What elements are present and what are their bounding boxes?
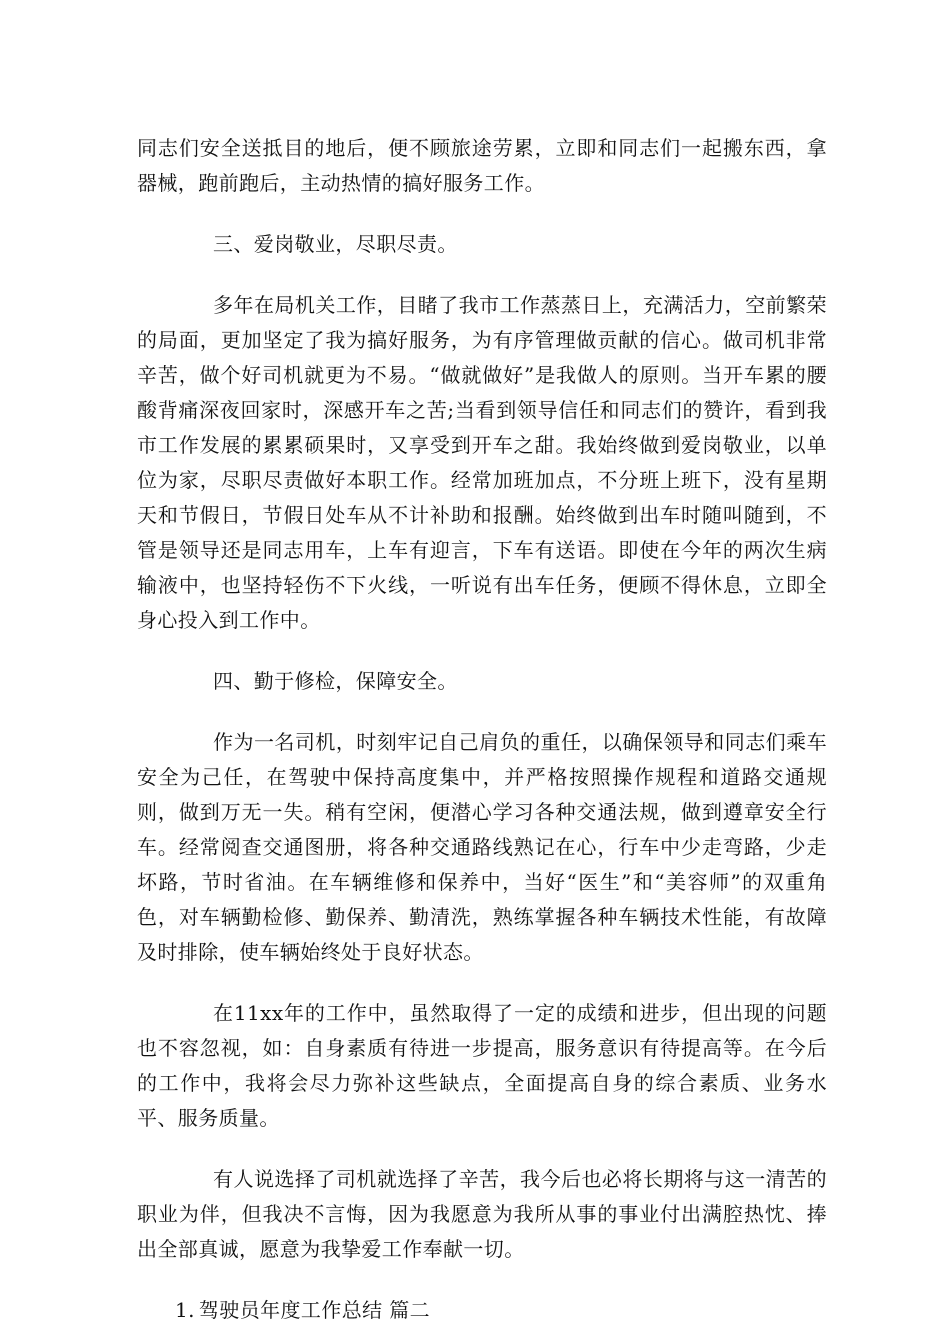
list-item-number: 1. bbox=[175, 1298, 195, 1322]
document-body bbox=[137, 131, 827, 1328]
list-item-title bbox=[175, 1293, 827, 1328]
section-heading-3: 三、爱岗敬业，尽职尽责。 bbox=[213, 232, 458, 256]
paragraph-dedication: 多年在局机关工作，目睹了我市工作蒸蒸日上，充满活力，空前繁荣的局面，更加坚定了我为搞好服务，为有序管理做贡献的信心。做司机非常辛苦，做个好司机就更为不易。“做就做好”是我做人的原则。当开车累的腰酸背痛深夜回家时，深感开车之苦;当看到领导信任和同志们的赞许，看到我市工作发展的累累硕果时，又享受到开车之甜。我始终做到爱岗敬业，以单位为家，尽职尽责做好本职工作。经常加班加点，不分班上班下，没有星期天和节假日，节假日处车从不计补助和报酬。始终做到出车时随叫随到，不管是领导还是同志用车，上车有迎言，下车有送语。即使在今年的两次生病输液中，也坚持轻伤不下火线，一听说有出车任务，便顾不得休息，立即全身心投入到工作中。 bbox=[137, 293, 827, 632]
paragraph-continuation: 同志们安全送抵目的地后，便不顾旅途劳累，立即和同志们一起搬东西，拿器械，跑前跑后，主动热情的搞好服务工作。 bbox=[137, 136, 827, 195]
paragraph-safety: 作为一名司机，时刻牢记自己肩负的重任，以确保领导和同志们乘车安全为己任，在驾驶中保持高度集中，并严格按照操作规程和道路交通规则，做到万无一失。稍有空闲，便潜心学习各种交通法规，做到遵章安全行车。经常阅查交通图册，将各种交通路线熟记在心，行车中少走弯路，少走坏路，节时省油。在车辆维修和保养中，当好“医生”和“美容师”的双重角色，对车辆勤检修、勤保养、勤清洗，熟练掌握各种车辆技术性能，有故障及时排除，使车辆始终处于良好状态。 bbox=[137, 730, 827, 964]
section-heading-4: 四、勤于修检，保障安全。 bbox=[213, 669, 458, 693]
paragraph-shortcomings: 在11xx年的工作中，虽然取得了一定的成绩和进步，但出现的问题也不容忽视，如：自身素质有待进一步提高，服务意识有待提高等。在今后的工作中，我将会尽力弥补这些缺点，全面提高自身的综合素质、业务水平、服务质量。 bbox=[137, 1001, 827, 1130]
list-item-text: 驾驶员年度工作总结 篇二 bbox=[198, 1298, 431, 1322]
paragraph-conclusion: 有人说选择了司机就选择了辛苦，我今后也必将长期将与这一清苦的职业为伴，但我决不言悔，因为我愿意为我所从事的事业付出满腔热忱、捧出全部真诚，愿意为我挚爱工作奉献一切。 bbox=[137, 1167, 827, 1261]
